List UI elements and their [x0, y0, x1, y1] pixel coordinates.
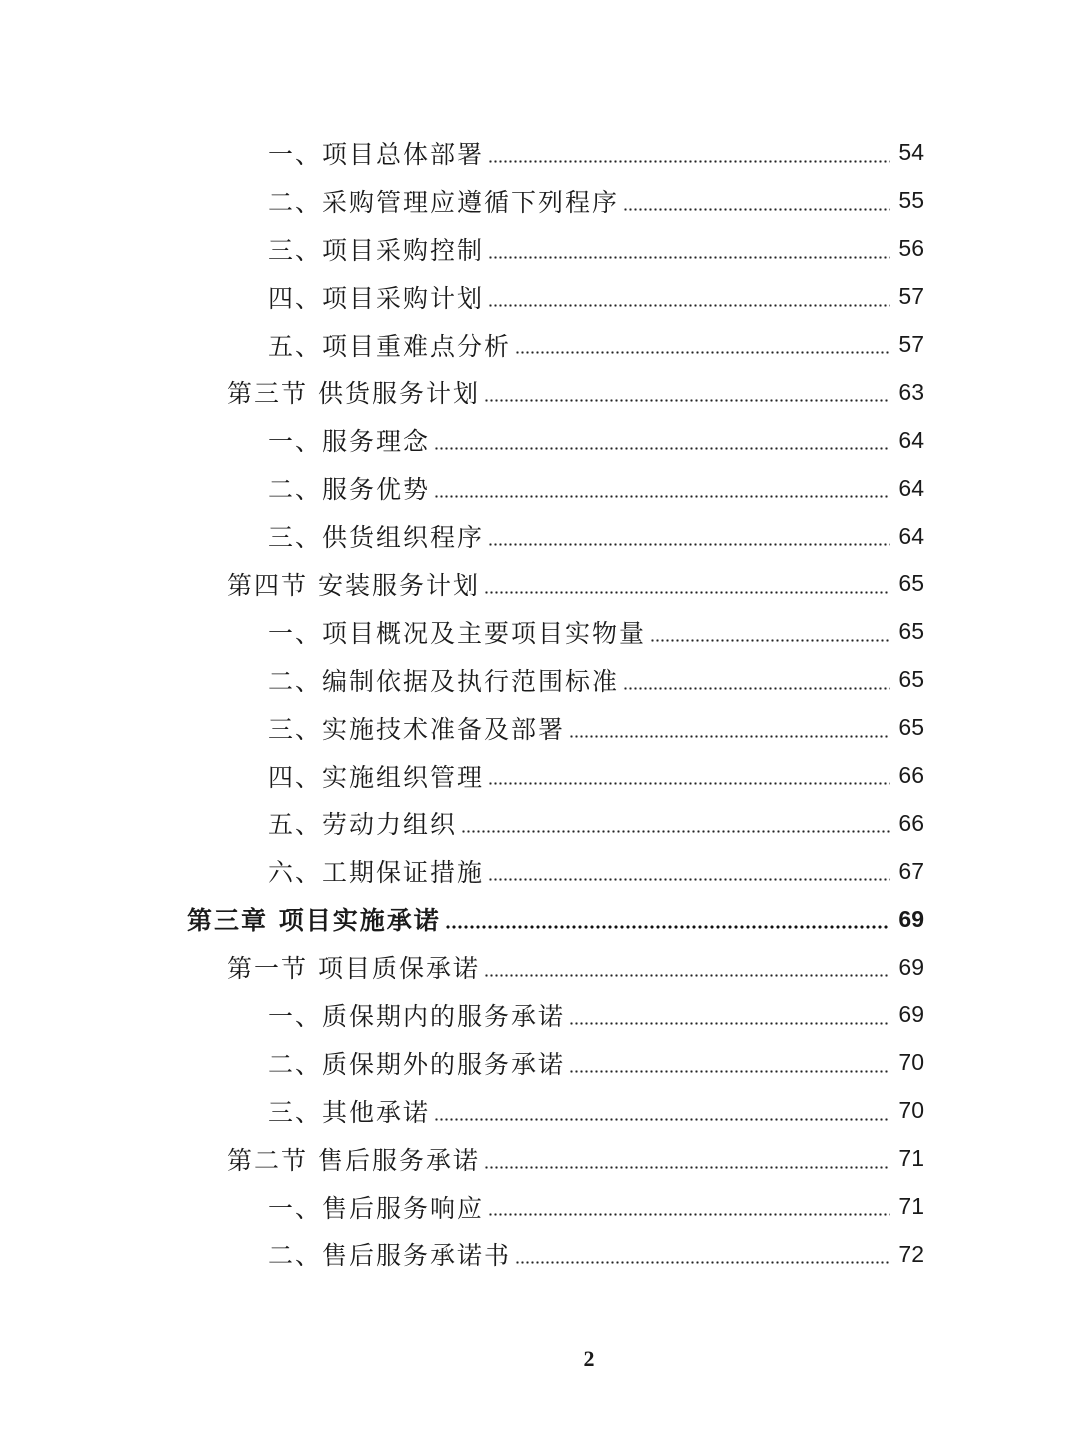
toc-dot-leader [434, 1118, 890, 1121]
toc-subsection-entry[interactable] [0, 1183, 1080, 1231]
toc-entry-title: 第三节 供货服务计划 [227, 379, 480, 409]
toc-entry-page-number: 55 [898, 187, 924, 214]
toc-dot-leader [569, 1022, 890, 1025]
toc-entry-page-number: 69 [898, 953, 924, 980]
toc-subsection-entry[interactable] [0, 321, 1080, 369]
toc-section-entry[interactable] [0, 368, 1080, 416]
toc-entry-title: 二、编制依据及执行范围标准 [268, 666, 620, 696]
toc-subsection-entry[interactable] [0, 129, 1080, 177]
toc-entry-page-number: 65 [898, 714, 924, 741]
toc-dot-leader [484, 591, 890, 594]
toc-entry-title: 第三章 项目实施承诺 [187, 906, 441, 936]
toc-entry-page-number: 63 [898, 378, 924, 405]
toc-dot-leader [515, 351, 890, 354]
toc-dot-leader [461, 830, 890, 833]
toc-entry-page-number: 71 [898, 1193, 924, 1220]
toc-entry-page-number: 65 [898, 666, 924, 693]
toc-entry-title: 四、实施组织管理 [268, 762, 485, 792]
toc-dot-leader [569, 735, 890, 738]
toc-entry-page-number: 70 [898, 1049, 924, 1076]
toc-entry-title: 二、质保期外的服务承诺 [268, 1049, 566, 1079]
toc-entry-page-number: 56 [898, 235, 924, 262]
toc-subsection-entry[interactable] [0, 273, 1080, 321]
toc-entry-page-number: 64 [898, 474, 924, 501]
toc-entry-title: 第一节 项目质保承诺 [227, 954, 480, 984]
toc-entry-page-number: 57 [898, 331, 924, 357]
toc-entry-title: 六、工期保证措施 [268, 858, 485, 888]
toc-subsection-entry[interactable] [0, 177, 1080, 225]
page-number: 2 [583, 1346, 595, 1371]
toc-entry-title: 第二节 售后服务承诺 [227, 1145, 480, 1175]
toc-section-entry[interactable] [0, 1135, 1080, 1183]
toc-entry-page-number: 65 [898, 570, 924, 597]
toc-entry-title: 二、服务优势 [268, 475, 431, 505]
toc-entry-title: 一、项目总体部署 [268, 139, 485, 169]
toc-entry-title: 第四节 安装服务计划 [227, 570, 480, 600]
toc-subsection-entry[interactable] [0, 416, 1080, 464]
toc-dot-leader [650, 639, 890, 642]
toc-entry-title: 三、实施技术准备及部署 [268, 714, 566, 744]
toc-entry-title: 二、采购管理应遵循下列程序 [268, 187, 620, 217]
toc-dot-leader [515, 1261, 890, 1264]
toc-dot-leader [434, 447, 890, 450]
toc-dot-leader [488, 1213, 890, 1216]
toc-dot-leader [569, 1070, 890, 1073]
toc-entry-page-number: 66 [898, 762, 924, 789]
toc-subsection-entry[interactable] [0, 991, 1080, 1039]
toc-section-entry[interactable] [0, 943, 1080, 991]
toc-entry-title: 四、项目采购计划 [268, 283, 485, 313]
toc-dot-leader [434, 495, 890, 498]
toc-entry-page-number: 69 [898, 1001, 924, 1028]
toc-entry-title: 三、供货组织程序 [268, 523, 485, 553]
toc-subsection-entry[interactable] [0, 225, 1080, 273]
toc-entry-page-number: 65 [898, 618, 924, 645]
toc-subsection-entry[interactable] [0, 1230, 1080, 1278]
toc-entry-page-number: 72 [898, 1240, 924, 1267]
toc-entry-title: 五、项目重难点分析 [268, 331, 512, 361]
toc-dot-leader [488, 782, 890, 785]
toc-chapter-entry[interactable] [0, 895, 1080, 943]
toc-dot-leader [484, 974, 890, 977]
toc-entry-title: 一、售后服务响应 [268, 1193, 485, 1223]
toc-entry-title: 二、售后服务承诺书 [268, 1241, 512, 1271]
toc-entry-page-number: 64 [898, 426, 924, 453]
toc-entry-page-number: 64 [898, 522, 924, 549]
toc-subsection-entry[interactable] [0, 704, 1080, 752]
toc-entry-page-number: 66 [898, 809, 924, 836]
toc-dot-leader [484, 399, 890, 402]
toc-dot-leader [488, 160, 890, 163]
toc-entry-title: 五、劳动力组织 [268, 810, 458, 840]
toc-dot-leader [623, 687, 890, 690]
toc-subsection-entry[interactable] [0, 512, 1080, 560]
toc-entry-title: 三、其他承诺 [268, 1097, 431, 1127]
toc-dot-leader [445, 925, 890, 929]
toc-dot-leader [488, 256, 890, 259]
toc-entry-page-number: 57 [898, 283, 924, 310]
toc-subsection-entry[interactable] [0, 752, 1080, 800]
toc-subsection-entry[interactable] [0, 1087, 1080, 1135]
toc-subsection-entry[interactable] [0, 656, 1080, 704]
toc-dot-leader [488, 878, 890, 881]
toc-entry-page-number: 54 [898, 139, 924, 166]
table-of-contents [0, 129, 1080, 1278]
toc-section-entry[interactable] [0, 560, 1080, 608]
toc-entry-page-number: 67 [898, 857, 924, 884]
toc-subsection-entry[interactable] [0, 799, 1080, 847]
toc-entry-title: 一、质保期内的服务承诺 [268, 1001, 566, 1031]
toc-entry-title: 一、服务理念 [268, 427, 431, 457]
toc-entry-page-number: 70 [898, 1097, 924, 1124]
toc-subsection-entry[interactable] [0, 1039, 1080, 1087]
toc-entry-title: 一、项目概况及主要项目实物量 [268, 618, 647, 648]
toc-subsection-entry[interactable] [0, 847, 1080, 895]
toc-entry-page-number: 69 [898, 905, 924, 932]
toc-subsection-entry[interactable] [0, 464, 1080, 512]
toc-subsection-entry[interactable] [0, 608, 1080, 656]
toc-dot-leader [488, 543, 890, 546]
toc-dot-leader [488, 304, 890, 307]
toc-dot-leader [484, 1166, 890, 1169]
toc-entry-page-number: 71 [898, 1145, 924, 1172]
toc-dot-leader [623, 208, 890, 211]
toc-entry-title: 三、项目采购控制 [268, 235, 485, 265]
